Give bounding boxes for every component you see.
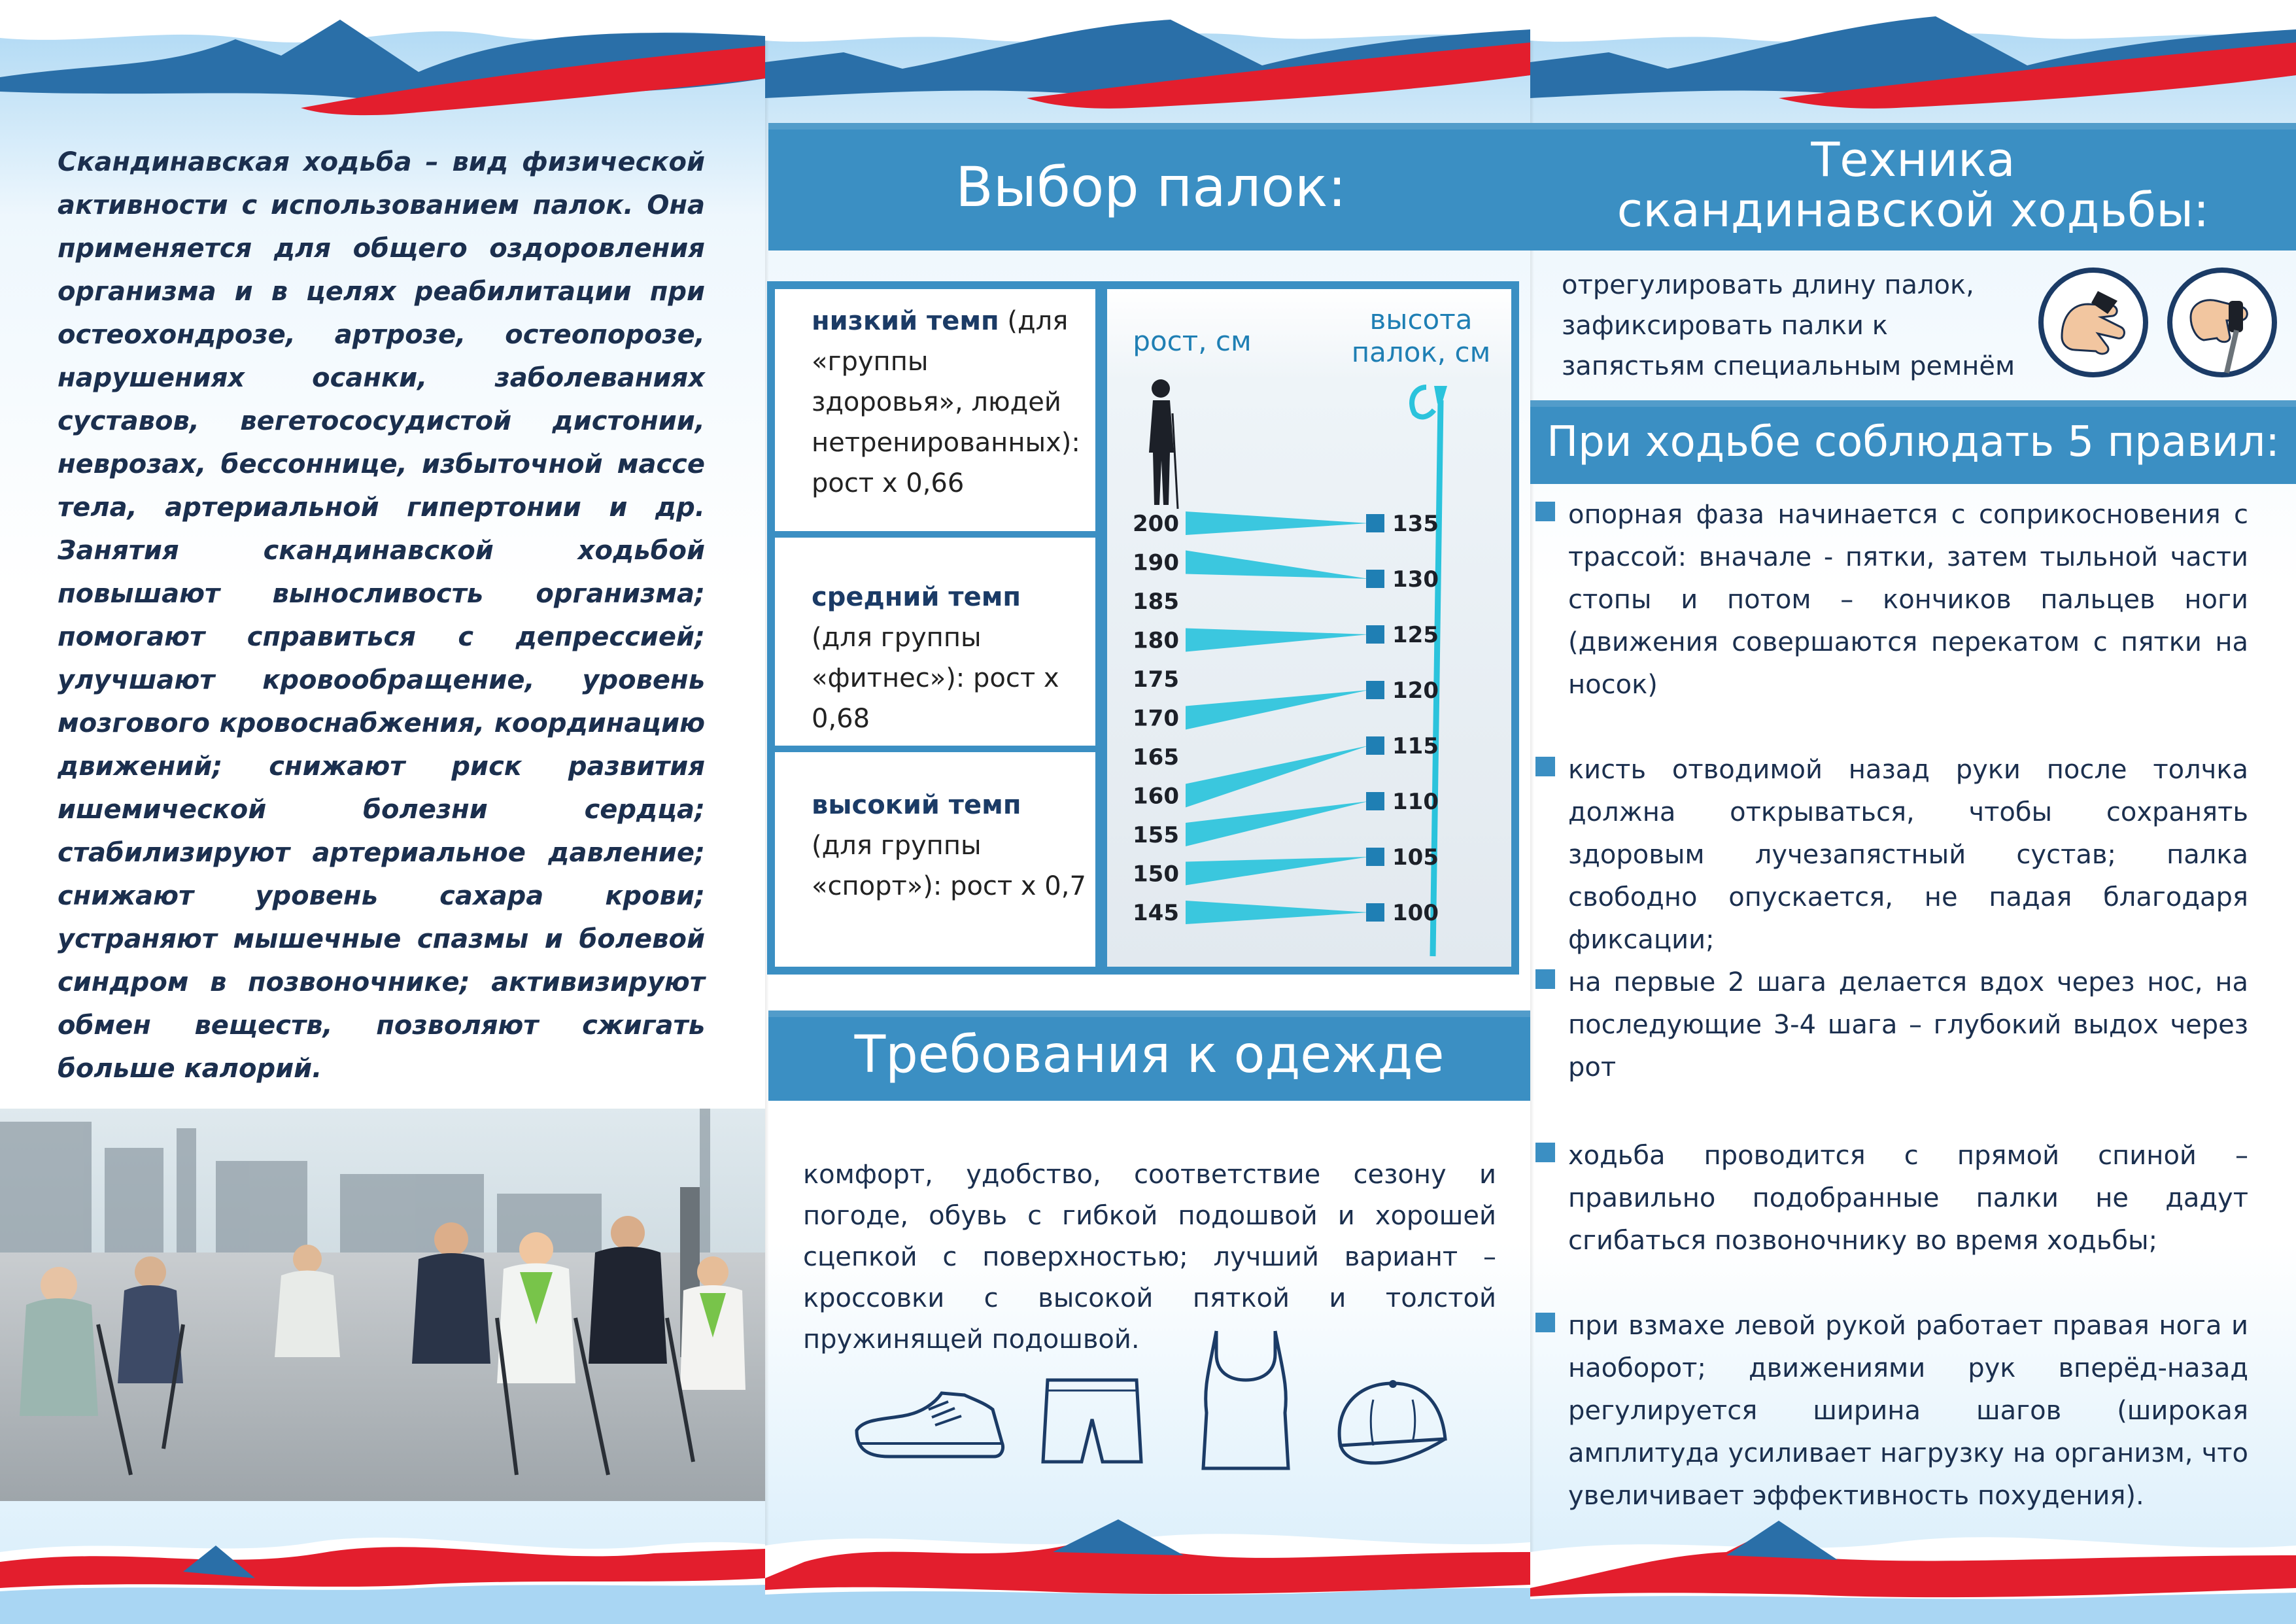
clothing-text: комфорт, удобство, соответствие сезону и погоде, обувь с гибкой подошвой и хорошей сцепкой с поверхностью; лучший вариант – кроссовки с высокой пяткой и толстой пружинящей подошвой.	[803, 1160, 1496, 1355]
height-tick-label: 170	[1133, 705, 1179, 732]
top-wave-decoration	[765, 0, 1530, 124]
technique-title-line2: скандинавской ходьбы:	[1617, 182, 2210, 237]
nordic-pole-icon	[1412, 386, 1447, 956]
panel-intro	[0, 0, 765, 1624]
height-tick-label: 190	[1133, 549, 1179, 576]
photo-illustration	[0, 1109, 765, 1501]
clothing-title-banner	[768, 1011, 1530, 1101]
rules-title-banner	[1530, 400, 2296, 484]
cap-icon	[1328, 1373, 1458, 1478]
pole-marker-cube	[1366, 514, 1384, 532]
height-to-pole-mark	[1186, 511, 1369, 535]
group-walking-photo	[0, 1109, 765, 1501]
tempo-label: низкий темп	[812, 306, 999, 336]
tempo-row-high	[775, 752, 1095, 967]
pole-marker-cube	[1366, 792, 1384, 810]
wrist-strap-icon	[2036, 265, 2151, 380]
technique-title-line1: Техника	[1811, 132, 2015, 187]
height-column-header: рост, см	[1133, 325, 1252, 357]
pole-marker-cube	[1366, 903, 1384, 922]
height-pole-chart-graphic	[1107, 289, 1511, 967]
pole-selection-table	[767, 281, 1519, 975]
pole-marker-cube	[1366, 625, 1384, 644]
pole-height-label: 120	[1392, 678, 1439, 704]
bottom-wave-decoration	[765, 1480, 1530, 1624]
tempo-row-low	[775, 289, 1095, 531]
bullet-square-icon	[1535, 969, 1555, 989]
tempo-desc: (для группы «фитнес»): рост х 0,68	[812, 623, 1059, 734]
bottom-wave-decoration	[0, 1480, 765, 1624]
height-tick-label: 180	[1133, 627, 1179, 654]
bottom-wave-decoration	[1530, 1480, 2296, 1624]
bullet-square-icon	[1535, 502, 1555, 521]
rule-item	[1535, 749, 2248, 961]
pole-marker-cube	[1366, 681, 1384, 699]
height-to-pole-mark	[1186, 746, 1369, 808]
rule-text: ходьба проводится с прямой спиной – правильно подобранные палки не дадут сгибаться позвоночнику во время ходьбы;	[1568, 1141, 2248, 1256]
pole-height-label: 125	[1392, 622, 1439, 648]
technique-title-banner	[1530, 123, 2296, 251]
pole-height-label: 115	[1392, 733, 1439, 759]
tank-top-icon	[1197, 1328, 1295, 1472]
pole-marker-cube	[1366, 570, 1384, 588]
bullet-square-icon	[1535, 757, 1555, 776]
rules-title: При ходьбе соблюдать 5 правил:	[1547, 418, 2280, 466]
pole-height-label: 105	[1392, 844, 1439, 871]
intro-text: Скандинавская ходьба – вид физической активности с использованием палок. Она применяется для общего оздоровления организма и в целях реабилитации при остеохондрозе, артрозе, остеопорозе, нарушениях осанки, заболеваниях суставов, вегетососудистой дистонии, неврозах, бессоннице, избыточной массе тела, артериальной гипертонии и др. Занятия скандинавской ходьбой повышают выносливость организма; помогают справиться с депрессией; улучшают кровообращение, уровень мозгового кровоснабжения, координацию движений; снижают риск развития ишемической болезни сердца; стабилизируют артериальное давление; снижают уровень сахара крови; устраняют мышечные спазмы и болевой синдром в позвоночнике; активизируют обмен веществ, позволяют сжигать больше калорий.	[58, 147, 705, 1084]
tempo-label: средний темп	[812, 582, 1021, 612]
pole-marker-cube	[1366, 736, 1384, 755]
top-wave-decoration	[1530, 0, 2296, 124]
rule-item	[1535, 1135, 2248, 1262]
poles-title: Выбор палок:	[955, 155, 1346, 219]
height-to-pole-mark	[1186, 857, 1369, 886]
pole-grip-icon	[2165, 265, 2280, 380]
tempo-desc: (для группы «спорт»): рост х 0,7	[812, 831, 1086, 901]
poles-title-banner	[768, 123, 1530, 251]
rule-item	[1535, 961, 2248, 1089]
tempo-label: высокий темп	[812, 790, 1021, 820]
height-tick-label: 175	[1133, 666, 1179, 693]
tempo-desc: (для «группы здоровья», людей нетренированных): рост х 0,66	[812, 306, 1080, 498]
pole-height-label: 130	[1392, 566, 1439, 593]
rule-text: на первые 2 шага делается вдох через нос, на последующие 3-4 шага – глубокий выдох через рот	[1568, 967, 2248, 1082]
sneaker-icon	[850, 1383, 1007, 1468]
pole-height-label: 110	[1392, 789, 1439, 815]
top-wave-decoration	[0, 0, 765, 124]
height-to-pole-mark	[1186, 801, 1369, 846]
rule-text: при взмахе левой рукой работает правая нога и наоборот; движениями рук вперёд-назад регулируется ширина шагов (широкая амплитуда усиливает нагрузку на организм, что увеличивает эффективность похудения).	[1568, 1311, 2248, 1511]
height-to-pole-mark	[1186, 690, 1369, 730]
pole-height-label: 100	[1392, 900, 1439, 926]
tempo-row-medium	[775, 538, 1095, 746]
height-to-pole-mark	[1186, 901, 1369, 924]
height-to-pole-mark	[1186, 629, 1369, 652]
height-tick-label: 150	[1133, 861, 1179, 888]
pole-height-label: 135	[1392, 511, 1439, 537]
shorts-icon	[1040, 1373, 1144, 1472]
bullet-square-icon	[1535, 1143, 1555, 1162]
height-tick-label: 145	[1133, 900, 1179, 926]
rule-text: кисть отводимой назад руки после толчка должна открываться, чтобы сохранять здоровым лучезапястный сустав; палка свободно опускается, не падая благодаря фиксации;	[1568, 755, 2248, 955]
height-tick-label: 165	[1133, 744, 1179, 770]
clothing-title: Требования к одежде	[854, 1026, 1445, 1084]
height-pole-chart	[1107, 289, 1511, 967]
height-tick-label: 160	[1133, 783, 1179, 810]
pole-column-header: высота палок, см	[1351, 303, 1491, 368]
rule-text: опорная фаза начинается с соприкосновения с трассой: вначале - пятки, затем тыльной части стопы и потом – кончиков пальцев ноги (движения совершаются перекатом с пятки на носок)	[1568, 500, 2248, 700]
height-tick-label: 200	[1133, 511, 1179, 537]
pole-marker-cube	[1366, 848, 1384, 866]
height-to-pole-mark	[1186, 551, 1369, 579]
bullet-square-icon	[1535, 1313, 1555, 1332]
clothing-icons	[844, 1321, 1471, 1478]
rule-item	[1535, 494, 2248, 706]
height-tick-label: 185	[1133, 589, 1179, 615]
height-tick-label: 155	[1133, 822, 1179, 848]
walker-silhouette-icon	[1149, 379, 1178, 509]
adjust-poles-text: отрегулировать длину палок, зафиксировать палки к запястьям специальным ремнём	[1562, 270, 2015, 381]
